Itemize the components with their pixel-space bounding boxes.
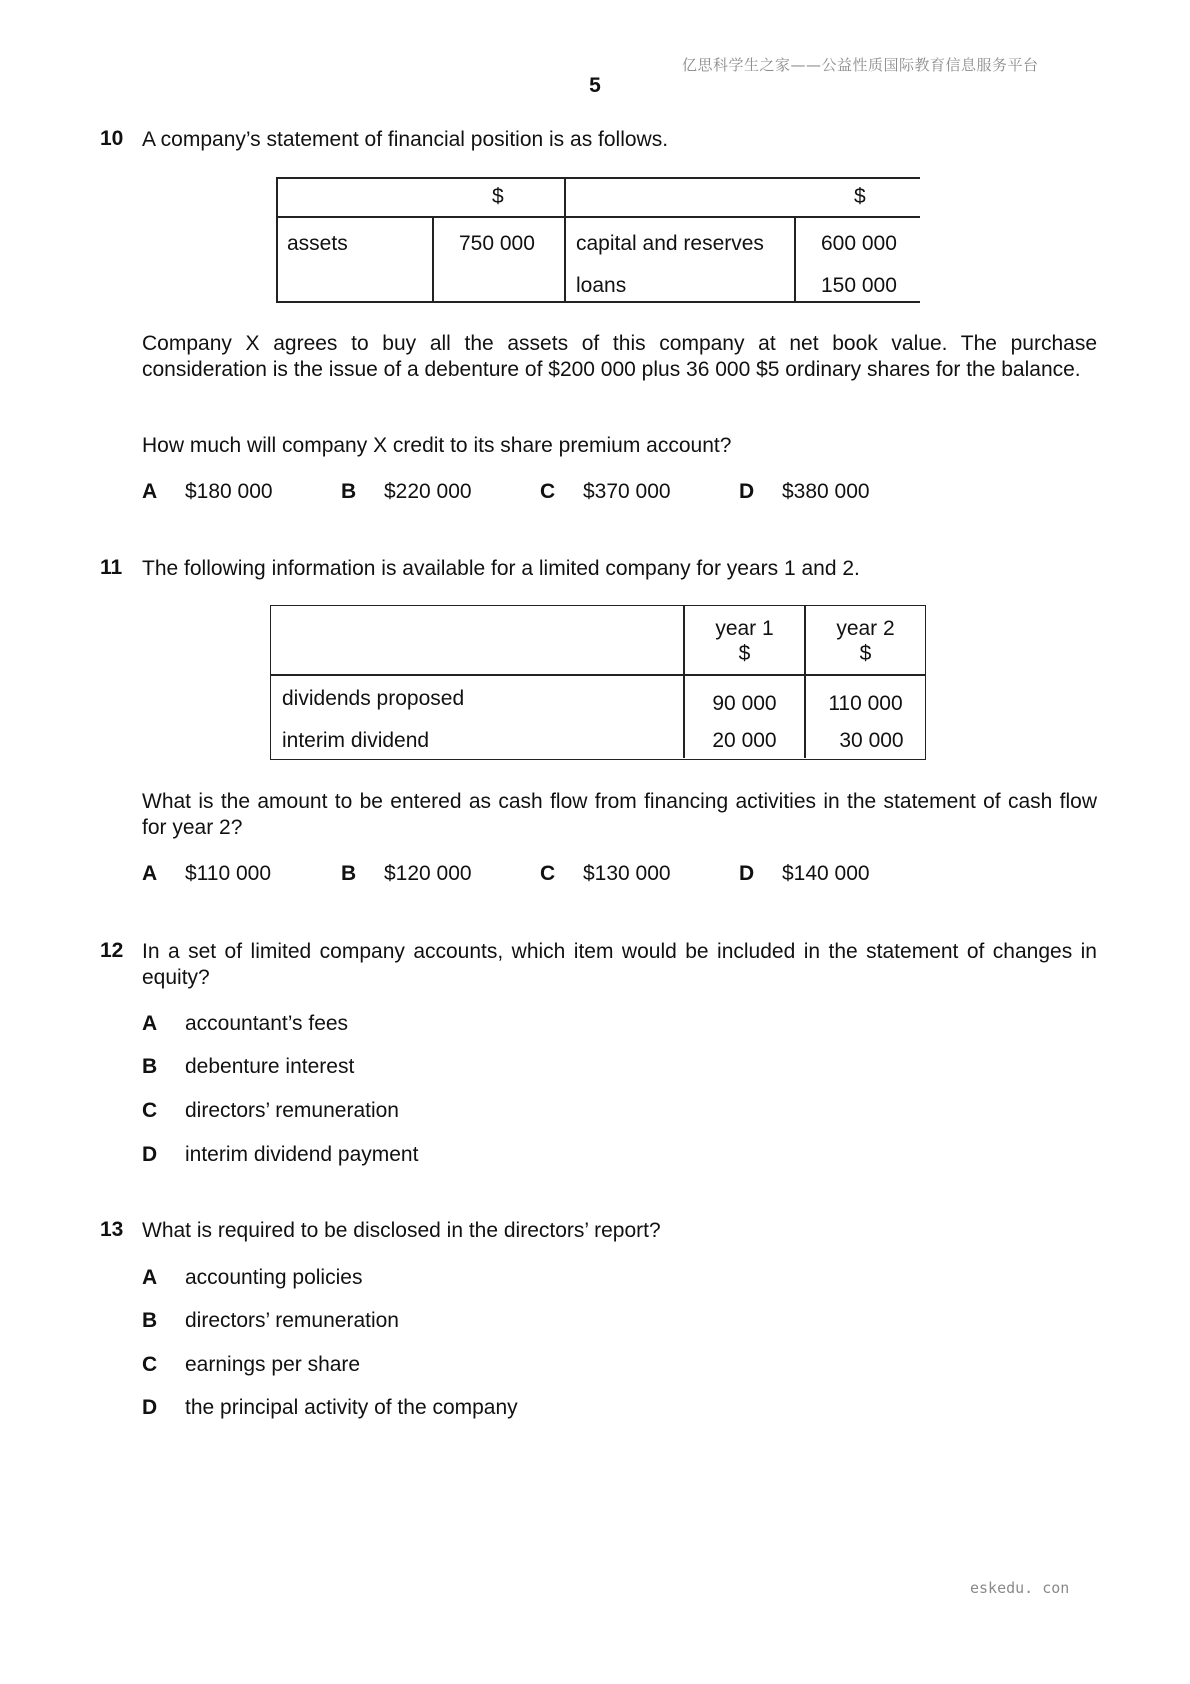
q13-stem: What is required to be disclosed in the directors’ report? xyxy=(142,1219,661,1242)
q11-option-b[interactable] xyxy=(341,862,540,886)
option-letter: B xyxy=(142,1055,158,1078)
q11-row-dividends-proposed-year1: 90 000 xyxy=(712,692,777,715)
q10-option-d[interactable] xyxy=(739,480,938,504)
q10-loans-label: loans xyxy=(576,274,627,297)
q11-stem: The following information is available for a limited company for years 1 and 2. xyxy=(142,557,860,580)
q13-option-a[interactable] xyxy=(142,1266,362,1290)
option-letter: B xyxy=(142,1309,158,1332)
q11-question: What is the amount to be entered as cash flow from financing activities in the statement of cash flow for year 2? xyxy=(142,790,1097,839)
q10-right-currency: $ xyxy=(854,185,866,208)
q13-option-c[interactable] xyxy=(142,1353,360,1377)
q10-number: 10 xyxy=(100,127,124,150)
option-letter: D xyxy=(142,1396,158,1419)
q11-number: 11 xyxy=(100,556,123,579)
option-letter: C xyxy=(142,1099,158,1122)
q11-year1-unit: $ xyxy=(738,642,751,665)
option-text: directors’ remuneration xyxy=(185,1309,399,1332)
q10-question: How much will company X credit to its share premium account? xyxy=(142,434,732,457)
q10-options xyxy=(142,480,938,504)
q13-option-d[interactable] xyxy=(142,1396,518,1420)
q10-assets-label: assets xyxy=(287,232,348,255)
option-text: $220 000 xyxy=(384,480,472,503)
q10-capital-reserves-value: 600 000 xyxy=(821,232,897,255)
q10-option-a[interactable] xyxy=(142,480,341,504)
q12-option-d[interactable] xyxy=(142,1143,418,1167)
q11-row-interim-dividend-year1: 20 000 xyxy=(712,729,777,752)
q12-option-c[interactable] xyxy=(142,1099,399,1123)
q13-number: 13 xyxy=(100,1218,124,1241)
option-text: accounting policies xyxy=(185,1266,363,1289)
q11-year1-label: year 1 xyxy=(715,617,774,640)
option-text: $370 000 xyxy=(583,480,671,503)
q11-row-interim-dividend-label: interim dividend xyxy=(282,729,430,752)
q11-dividends-table xyxy=(270,605,926,760)
q10-loans-value: 150 000 xyxy=(821,274,897,297)
q12-option-a[interactable] xyxy=(142,1012,348,1036)
option-text: $120 000 xyxy=(384,862,472,885)
q11-options xyxy=(142,862,938,886)
q11-row-dividends-proposed-label: dividends proposed xyxy=(282,687,465,710)
option-text: $110 000 xyxy=(185,862,272,885)
q13-option-b[interactable] xyxy=(142,1309,399,1333)
q11-row-dividends-proposed-year2: 110 000 xyxy=(828,692,903,715)
option-letter: C xyxy=(142,1353,158,1376)
page-number: 5 xyxy=(589,74,601,97)
q10-left-currency: $ xyxy=(492,185,504,208)
option-text: $180 000 xyxy=(185,480,273,503)
q10-assets-value: 750 000 xyxy=(459,232,535,255)
q11-option-a[interactable] xyxy=(142,862,341,886)
option-letter: D xyxy=(142,1143,158,1166)
option-letter: B xyxy=(341,480,357,503)
option-letter: A xyxy=(142,1012,158,1035)
q11-year2-header xyxy=(806,616,925,666)
option-text: interim dividend payment xyxy=(185,1143,419,1166)
option-letter: B xyxy=(341,862,357,885)
q10-capital-reserves-label: capital and reserves xyxy=(576,232,764,255)
q12-stem: In a set of limited company accounts, which item would be included in the statement of changes in equity? xyxy=(142,940,1097,989)
q10-paragraph: Company X agrees to buy all the assets of this company at net book value. The purchase consideration is the issue of a debenture of $200 000 plus 36 000 $5 ordinary shares for the balance. xyxy=(142,332,1097,381)
footer-watermark: eskedu. con xyxy=(970,1579,1070,1597)
q12-option-b[interactable] xyxy=(142,1055,354,1079)
option-letter: A xyxy=(142,1266,158,1289)
option-letter: D xyxy=(739,480,755,503)
option-text: debenture interest xyxy=(185,1055,355,1078)
q11-year2-unit: $ xyxy=(859,642,872,665)
option-text: accountant’s fees xyxy=(185,1012,349,1035)
option-text: $140 000 xyxy=(782,862,870,885)
q10-financial-position-table xyxy=(276,177,920,302)
option-text: earnings per share xyxy=(185,1353,361,1376)
option-text: $380 000 xyxy=(782,480,870,503)
q10-option-c[interactable] xyxy=(540,480,739,504)
q10-option-b[interactable] xyxy=(341,480,540,504)
option-letter: C xyxy=(540,862,556,885)
header-watermark: 亿思科学生之家——公益性质国际教育信息服务平台 xyxy=(682,56,1039,74)
option-text: $130 000 xyxy=(583,862,671,885)
option-letter: A xyxy=(142,862,158,885)
option-text: directors’ remuneration xyxy=(185,1099,399,1122)
option-letter: C xyxy=(540,480,556,503)
q10-stem: A company’s statement of financial position is as follows. xyxy=(142,128,669,151)
q12-number: 12 xyxy=(100,939,124,962)
option-letter: A xyxy=(142,480,158,503)
q11-option-c[interactable] xyxy=(540,862,739,886)
q11-year1-header xyxy=(685,616,804,666)
q11-year2-label: year 2 xyxy=(836,617,895,640)
option-letter: D xyxy=(739,862,755,885)
q11-row-interim-dividend-year2: 30 000 xyxy=(839,729,904,752)
option-text: the principal activity of the company xyxy=(185,1396,518,1419)
q11-option-d[interactable] xyxy=(739,862,938,886)
